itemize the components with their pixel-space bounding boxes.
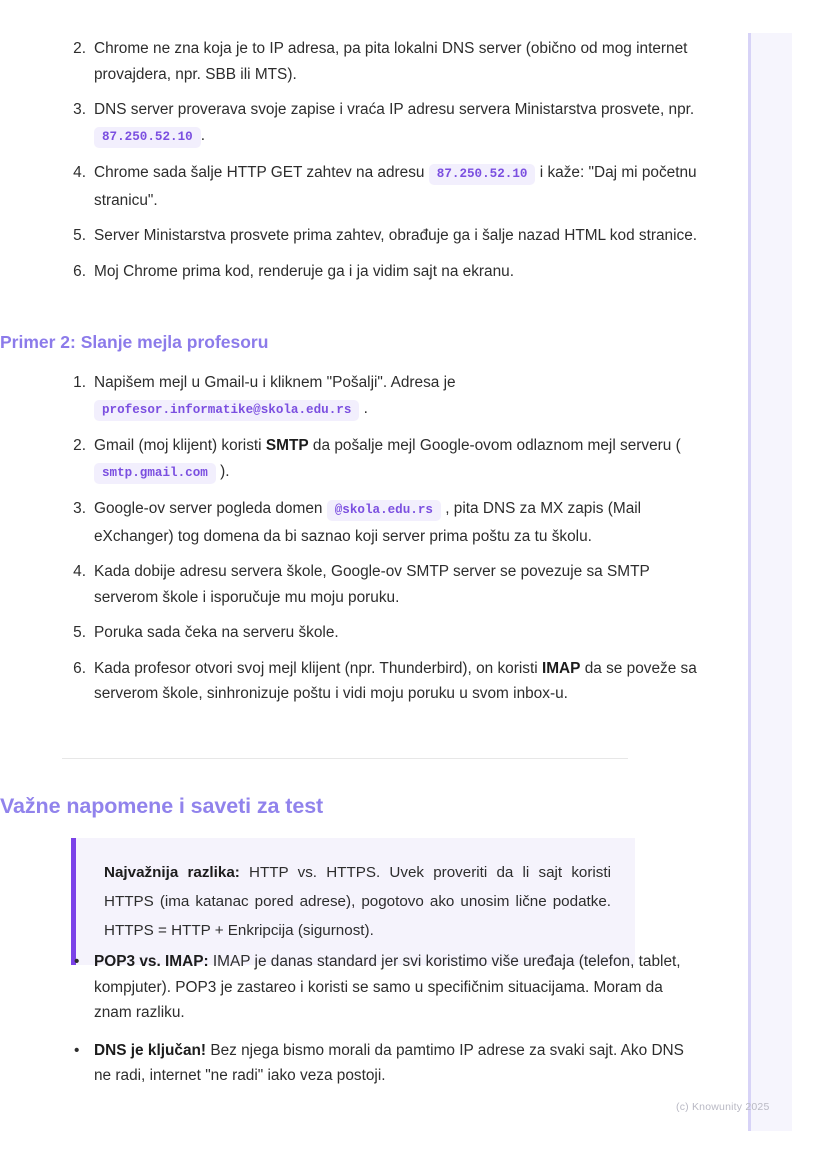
emphasis-text: SMTP xyxy=(265,437,309,454)
list-item-text: Chrome ne zna koja je to IP adresa, pa pita lokalni DNS server (obično od mog internet provajdera, npr. SBB ili MTS). xyxy=(94,40,688,83)
list-item-number: 3. xyxy=(73,500,86,517)
emphasis-text: POP3 vs. IMAP: xyxy=(94,953,209,970)
footer-copyright: (c) Knowunity 2025 xyxy=(676,1101,770,1113)
list-item xyxy=(0,559,700,610)
notes-bullet-list xyxy=(0,949,700,1101)
list-item xyxy=(0,949,700,1026)
list-item xyxy=(0,656,700,707)
list-item-text: DNS je ključan! Bez njega bismo morali da pamtimo IP adrese za svaki sajt. Ako DNS ne radi, internet "ne radi" iako veza postoji. xyxy=(94,1041,684,1084)
inline-code-chip: 87.250.52.10 xyxy=(94,127,201,148)
inline-code-chip: @skola.edu.rs xyxy=(327,500,441,521)
list-item xyxy=(0,160,700,213)
numbered-list-example-one xyxy=(0,36,700,294)
list-item xyxy=(0,433,700,486)
emphasis-text: Najvažnija razlika: xyxy=(104,864,240,881)
list-item xyxy=(0,370,700,423)
list-item xyxy=(0,1038,700,1089)
list-item-number: 1. xyxy=(73,374,86,391)
callout-most-important-difference xyxy=(71,838,635,965)
list-item-text: Kada profesor otvori svoj mejl klijent (npr. Thunderbird), on koristi IMAP da se poveže sa serverom škole, sinhronizuje poštu i vidi moju poruku u svom inbox-u. xyxy=(94,659,697,702)
right-side-rail xyxy=(748,33,792,1131)
list-item-text: Chrome sada šalje HTTP GET zahtev na adresu 87.250.52.10 i kaže: "Daj mi početnu stranicu". xyxy=(94,164,697,209)
list-item-text: Poruka sada čeka na serveru škole. xyxy=(94,624,339,641)
list-item-text: Gmail (moj klijent) koristi SMTP da pošalje mejl Google-ovom odlaznom mejl serveru ( smtp.gmail.com ). xyxy=(94,437,681,480)
heading-important-notes: Važne napomene i saveti za test xyxy=(0,794,324,818)
bullet-icon: • xyxy=(74,953,80,970)
inline-code-chip: profesor.informatike@skola.edu.rs xyxy=(94,400,359,421)
list-item-text: Google-ov server pogleda domen @skola.edu.rs , pita DNS za MX zapis (Mail eXchanger) tog domena da bi saznao koji server prima poštu za tu školu. xyxy=(94,500,642,545)
list-item-number: 4. xyxy=(73,164,86,181)
inline-code-chip: 87.250.52.10 xyxy=(429,164,536,185)
callout-text: Najvažnija razlika: HTTP vs. HTTPS. Uvek proveriti da li sajt koristi HTTPS (ima katanac pored adrese), pogotovo ako unosim lične podatke. HTTPS = HTTP + Enkripcija (sigurnost). xyxy=(104,864,611,939)
list-item-text: Moj Chrome prima kod, renderuje ga i ja vidim sajt na ekranu. xyxy=(94,262,515,280)
list-item-number: 4. xyxy=(73,563,86,580)
list-item xyxy=(0,97,700,150)
list-item-text: DNS server proverava svoje zapise i vraća IP adresu servera Ministarstva prosvete, npr. 87.250.52.10 . xyxy=(94,101,694,144)
list-item-text: Napišem mejl u Gmail-u i kliknem "Pošalji". Adresa je profesor.informatike@skola.edu.rs . xyxy=(94,374,456,417)
list-item xyxy=(0,223,700,249)
list-item-text: POP3 vs. IMAP: IMAP je danas standard jer svi koristimo više uređaja (telefon, tablet, kompjuter). POP3 je zastareo i koristi se samo u specifičnim situacijama. Moram da znam razliku. xyxy=(94,953,681,1021)
list-item-number: 6. xyxy=(73,262,86,280)
list-item-number: 3. xyxy=(73,101,86,118)
emphasis-text: DNS je ključan! xyxy=(94,1041,207,1059)
list-item-number: 2. xyxy=(73,40,86,57)
list-item-number: 2. xyxy=(73,437,86,454)
list-item-text: Kada dobije adresu servera škole, Google-ov SMTP server se povezuje sa SMTP serverom škole i isporučuje mu moju poruku. xyxy=(94,563,650,606)
list-item xyxy=(0,259,700,285)
list-item-number: 6. xyxy=(73,659,86,677)
list-item-number: 5. xyxy=(73,227,86,244)
list-item-number: 5. xyxy=(73,624,86,641)
heading-example-two: Primer 2: Slanje mejla profesoru xyxy=(0,332,269,352)
list-item xyxy=(0,496,700,549)
bullet-icon: • xyxy=(74,1041,80,1059)
list-item-text: Server Ministarstva prosvete prima zahtev, obrađuje ga i šalje nazad HTML kod stranice. xyxy=(94,227,698,244)
inline-code-chip: smtp.gmail.com xyxy=(94,463,216,484)
list-item xyxy=(0,36,700,87)
emphasis-text: IMAP xyxy=(541,659,581,677)
list-item xyxy=(0,620,700,646)
section-divider xyxy=(62,758,628,759)
numbered-list-example-two xyxy=(0,370,700,717)
